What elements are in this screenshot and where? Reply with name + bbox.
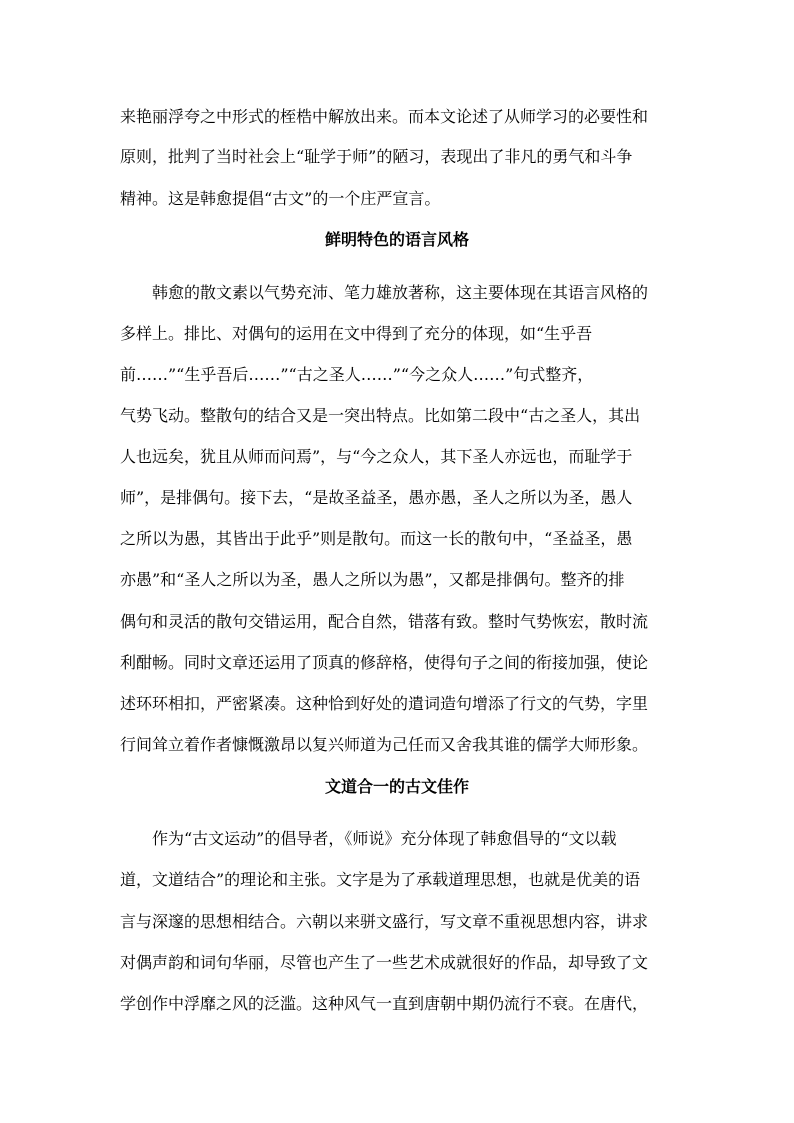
paragraph-line: 利酣畅。同时文章还运用了顶真的修辞格，使得句子之间的衔接加强，使论 <box>120 653 649 672</box>
paragraph-line: 师”，是排偶句。接下去，“是故圣益圣，愚亦愚，圣人之所以为圣，愚人 <box>120 488 633 507</box>
paragraph-line: 言与深邃的思想相结合。六朝以来骈文盛行，写文章不重视思想内容，讲求 <box>120 912 649 931</box>
paragraph-line: 原则，批判了当时社会上“耻学于师”的陋习，表现出了非凡的勇气和斗争 <box>120 147 633 166</box>
paragraph-line: 学创作中浮靡之风的泛滥。这种风气一直到唐朝中期仍流行不衰。在唐代， <box>120 994 649 1013</box>
paragraph-line: 述环环相扣，严密紧凑。这种恰到好处的遣词造句增添了行文的气势，字里 <box>120 694 649 713</box>
paragraph-line: 韩愈的散文素以气势充沛、笔力雄放著称，这主要体现在其语言风格的 <box>152 283 649 302</box>
paragraph-line: 人也远矣，犹且从师而问焉”，与“今之众人，其下圣人亦远也，而耻学于 <box>120 447 633 466</box>
paragraph-line: 行间耸立着作者慷慨激昂以复兴师道为己任而又舍我其谁的儒学大师形象。 <box>120 735 649 754</box>
paragraph-line: 气势飞动。整散句的结合又是一突出特点。比如第二段中“古之圣人，其出 <box>120 406 641 425</box>
section-heading-classical-prose: 文道合一的古文佳作 <box>324 777 469 796</box>
paragraph-line: 作为“古文运动”的倡导者，《师说》充分体现了韩愈倡导的“文以载 <box>152 829 617 848</box>
paragraph-line: 道，文道结合”的理论和主张。文字是为了承载道理思想，也就是优美的语 <box>120 870 641 889</box>
paragraph-line: 来艳丽浮夸之中形式的桎梏中解放出来。而本文论述了从师学习的必要性和 <box>120 107 649 126</box>
paragraph-line: 偶句和灵活的散句交错运用，配合自然，错落有致。整时气势恢宏，散时流 <box>120 612 649 631</box>
section-heading-language-style: 鲜明特色的语言风格 <box>324 230 469 249</box>
paragraph-line: 精神。这是韩愈提倡“古文”的一个庄严宣言。 <box>120 189 441 208</box>
paragraph-line: 之所以为愚，其皆出于此乎”则是散句。而这一长的散句中，“圣益圣，愚 <box>120 529 633 548</box>
paragraph-line: 亦愚”和“圣人之所以为圣，愚人之所以为愚”，又都是排偶句。整齐的排 <box>120 570 625 589</box>
paragraph-line: 前……”“生乎吾后……”“古之圣人……”“今之众人……”句式整齐， <box>120 365 594 384</box>
paragraph-line: 对偶声韵和词句华丽，尽管也产生了一些艺术成就很好的作品，却导致了文 <box>120 953 649 972</box>
paragraph-line: 多样上。排比、对偶句的运用在文中得到了充分的体现，如“生乎吾 <box>120 324 593 343</box>
